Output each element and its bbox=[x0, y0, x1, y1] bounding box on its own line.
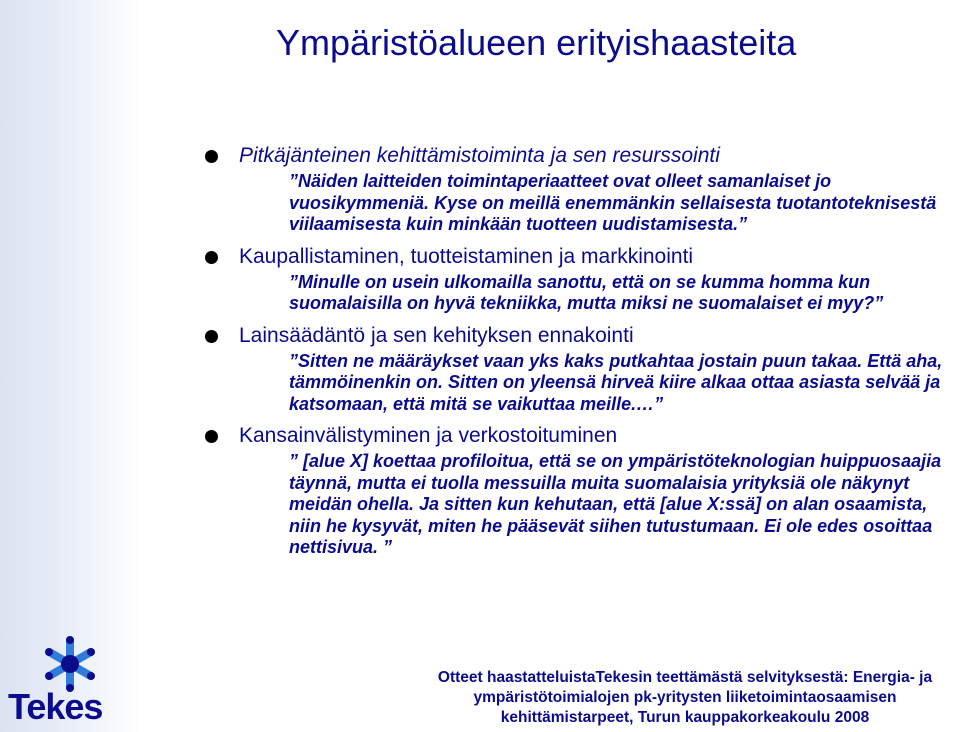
interview-quote: ”Minulle on usein ulkomailla sanottu, että on se kumma homma kun suomalaisilla on hyvä tekniikka, mutta miksi ne suomalaiset ei myy?” bbox=[289, 271, 884, 313]
bullet-heading-text: Kaupallistaminen, tuotteistaminen ja markkinointi bbox=[239, 244, 694, 268]
tekes-logo-text: Tekes bbox=[8, 686, 103, 727]
interview-quote: ”Näiden laitteiden toimintaperiaatteet ovat olleet samanlaiset jo vuosikymmeniä. Kyse on meillä enemmänkin sellaisesta tuotantoteknisestä viilaamisesta kuin minkään tuotteen uudistamisesta.” bbox=[289, 171, 937, 234]
bullet-heading bbox=[205, 323, 955, 349]
left-gradient-band bbox=[0, 0, 142, 732]
bullet-item bbox=[205, 423, 955, 559]
bullet-heading bbox=[205, 244, 955, 270]
bullet-dot-icon bbox=[205, 330, 218, 343]
bullet-dot-icon bbox=[205, 430, 218, 443]
bullet-heading-text: Pitkäjänteinen kehittämistoiminta ja sen resurssointi bbox=[239, 144, 720, 167]
bullet-dot-icon bbox=[205, 251, 218, 264]
bullet-item bbox=[205, 323, 955, 416]
source-footnote: Otteet haastatteluistaTekesin teettämästä selvityksestä: Energia- ja ympäristötoimialojen pk-yritysten liiketoimintaosaamisen kehittämistarpeet, Turun kauppakorkeakoulu 2008 bbox=[437, 669, 933, 726]
bullet-heading bbox=[205, 143, 955, 169]
bullet-heading-text: Lainsäädäntö ja sen kehityksen ennakointi bbox=[239, 323, 634, 347]
bullet-item bbox=[205, 143, 955, 236]
bullet-heading bbox=[205, 423, 955, 449]
interview-quote: ” [alue X] koettaa profiloitua, että se on ympäristöteknologian huippuosaajia täynnä, mutta ei tuolla messuilla muita suomalaisia yrityksiä ole näkynyt meidän ohella. Ja sitten kun kehutaan, että [alue X:ssä] on alan osaamista, niin he kysyvät, miten he pääsevät siihen tutustumaan. Ei ole edes osoittaa nettisivua. ” bbox=[289, 451, 942, 557]
slide-title: Ympäristöalueen erityishaasteita bbox=[276, 22, 797, 63]
bullet-item bbox=[205, 244, 955, 315]
bullet-heading-text: Kansainvälistyminen ja verkostoituminen bbox=[239, 424, 618, 447]
tekes-logo bbox=[8, 636, 136, 726]
bullet-list bbox=[205, 143, 955, 567]
bullet-dot-icon bbox=[205, 150, 218, 163]
interview-quote: ”Sitten ne määräykset vaan yks kaks putkahtaa jostain puun takaa. Että aha, tämmöinenkin on. Sitten on yleensä hirveä kiire alkaa ottaa asiasta selvää ja katsomaan, että mitä se vaikuttaa meille.…” bbox=[289, 350, 943, 414]
